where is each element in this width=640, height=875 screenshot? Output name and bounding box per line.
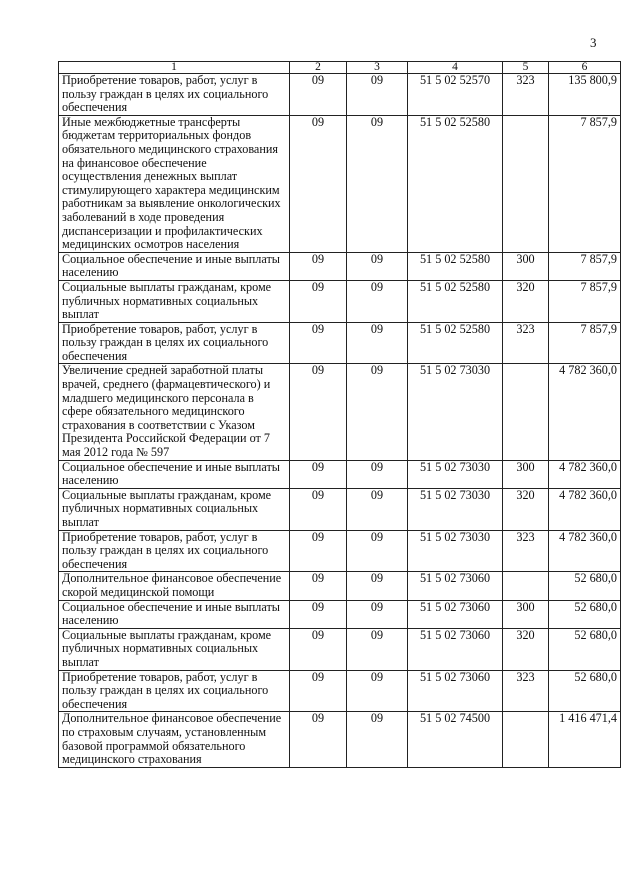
row-amount-cell: 52 680,0: [549, 600, 621, 628]
row-amount-cell: 7 857,9: [549, 280, 621, 322]
row-subsection-cell: 09: [347, 115, 408, 252]
table-row: [59, 115, 621, 252]
row-name-cell: Приобретение товаров, работ, услуг в пользу граждан в целях их социального обеспечения: [59, 74, 290, 116]
row-expense-type-cell: 320: [503, 280, 549, 322]
row-subsection-cell: 09: [347, 488, 408, 530]
row-expense-type-cell: [503, 572, 549, 600]
page-number: 3: [590, 35, 597, 50]
row-name-cell: Социальное обеспечение и иные выплаты населению: [59, 252, 290, 280]
row-section-cell: 09: [290, 115, 347, 252]
row-csr-cell: 51 5 02 52580: [408, 115, 503, 252]
row-section-cell: 09: [290, 74, 347, 116]
row-section-cell: 09: [290, 460, 347, 488]
row-name-cell: Приобретение товаров, работ, услуг в пользу граждан в целях их социального обеспечения: [59, 670, 290, 712]
table-row: [59, 712, 621, 767]
row-subsection-cell: 09: [347, 628, 408, 670]
row-csr-cell: 51 5 02 73030: [408, 530, 503, 572]
row-amount-cell: 4 782 360,0: [549, 460, 621, 488]
row-csr-cell: 51 5 02 52580: [408, 252, 503, 280]
row-section-cell: 09: [290, 280, 347, 322]
row-subsection-cell: 09: [347, 280, 408, 322]
row-csr-cell: 51 5 02 73030: [408, 488, 503, 530]
row-section-cell: 09: [290, 530, 347, 572]
column-header: 5: [503, 62, 549, 74]
row-subsection-cell: 09: [347, 670, 408, 712]
row-section-cell: 09: [290, 572, 347, 600]
row-amount-cell: 52 680,0: [549, 670, 621, 712]
table-row: [59, 572, 621, 600]
table-row: [59, 364, 621, 460]
table-row: [59, 460, 621, 488]
row-subsection-cell: 09: [347, 572, 408, 600]
table-row: [59, 74, 621, 116]
table-row: [59, 280, 621, 322]
table-row: [59, 322, 621, 364]
row-section-cell: 09: [290, 252, 347, 280]
row-name-cell: Социальные выплаты гражданам, кроме публичных нормативных социальных выплат: [59, 280, 290, 322]
row-expense-type-cell: 300: [503, 460, 549, 488]
row-subsection-cell: 09: [347, 460, 408, 488]
row-name-cell: Социальные выплаты гражданам, кроме публичных нормативных социальных выплат: [59, 488, 290, 530]
row-amount-cell: 52 680,0: [549, 628, 621, 670]
row-subsection-cell: 09: [347, 712, 408, 767]
row-csr-cell: 51 5 02 74500: [408, 712, 503, 767]
row-csr-cell: 51 5 02 73060: [408, 670, 503, 712]
row-name-cell: Дополнительное финансовое обеспечение скорой медицинской помощи: [59, 572, 290, 600]
budget-table: [58, 61, 621, 768]
column-header: 2: [290, 62, 347, 74]
row-section-cell: 09: [290, 712, 347, 767]
row-section-cell: 09: [290, 600, 347, 628]
row-name-cell: Социальное обеспечение и иные выплаты населению: [59, 460, 290, 488]
table-row: [59, 488, 621, 530]
row-expense-type-cell: 323: [503, 530, 549, 572]
row-amount-cell: 7 857,9: [549, 322, 621, 364]
row-name-cell: Увеличение средней заработной платы врачей, среднего (фармацевтического) и младшего медицинского персонала в сфере обязательного медицинского страхования в соответствии с Указом Президента Российской Федерации от 7 мая 2012 года № 597: [59, 364, 290, 460]
row-expense-type-cell: 323: [503, 322, 549, 364]
row-subsection-cell: 09: [347, 364, 408, 460]
row-amount-cell: 52 680,0: [549, 572, 621, 600]
row-csr-cell: 51 5 02 73060: [408, 600, 503, 628]
row-subsection-cell: 09: [347, 252, 408, 280]
table-row: [59, 530, 621, 572]
row-name-cell: Приобретение товаров, работ, услуг в пользу граждан в целях их социального обеспечения: [59, 530, 290, 572]
row-name-cell: Дополнительное финансовое обеспечение по страховым случаям, установленным базовой программой обязательного медицинского страхования: [59, 712, 290, 767]
row-name-cell: Социальное обеспечение и иные выплаты населению: [59, 600, 290, 628]
row-amount-cell: 135 800,9: [549, 74, 621, 116]
row-expense-type-cell: 320: [503, 628, 549, 670]
row-amount-cell: 7 857,9: [549, 252, 621, 280]
row-name-cell: Приобретение товаров, работ, услуг в пользу граждан в целях их социального обеспечения: [59, 322, 290, 364]
table-row: [59, 670, 621, 712]
row-name-cell: Иные межбюджетные трансферты бюджетам территориальных фондов обязательного медицинского страхования на финансовое обеспечение осуществления денежных выплат стимулирующего характера медицинским работникам за выявление онкологических заболеваний в ходе проведения диспансеризации и профилактических медицинских осмотров населения: [59, 115, 290, 252]
row-expense-type-cell: 300: [503, 252, 549, 280]
row-expense-type-cell: 323: [503, 74, 549, 116]
row-expense-type-cell: [503, 115, 549, 252]
row-expense-type-cell: [503, 364, 549, 460]
row-expense-type-cell: 320: [503, 488, 549, 530]
row-name-cell: Социальные выплаты гражданам, кроме публичных нормативных социальных выплат: [59, 628, 290, 670]
table-row: [59, 628, 621, 670]
row-csr-cell: 51 5 02 73030: [408, 364, 503, 460]
row-subsection-cell: 09: [347, 600, 408, 628]
row-section-cell: 09: [290, 322, 347, 364]
row-subsection-cell: 09: [347, 322, 408, 364]
row-section-cell: 09: [290, 364, 347, 460]
row-section-cell: 09: [290, 488, 347, 530]
row-csr-cell: 51 5 02 52580: [408, 280, 503, 322]
row-amount-cell: 1 416 471,4: [549, 712, 621, 767]
column-number-row: [59, 62, 621, 74]
row-section-cell: 09: [290, 670, 347, 712]
column-header: 4: [408, 62, 503, 74]
row-csr-cell: 51 5 02 73060: [408, 628, 503, 670]
row-csr-cell: 51 5 02 52570: [408, 74, 503, 116]
row-subsection-cell: 09: [347, 530, 408, 572]
column-header: 1: [59, 62, 290, 74]
row-expense-type-cell: 323: [503, 670, 549, 712]
row-csr-cell: 51 5 02 73030: [408, 460, 503, 488]
column-header: 3: [347, 62, 408, 74]
row-expense-type-cell: [503, 712, 549, 767]
row-amount-cell: 7 857,9: [549, 115, 621, 252]
row-section-cell: 09: [290, 628, 347, 670]
table-row: [59, 252, 621, 280]
row-subsection-cell: 09: [347, 74, 408, 116]
row-csr-cell: 51 5 02 52580: [408, 322, 503, 364]
row-amount-cell: 4 782 360,0: [549, 364, 621, 460]
table-row: [59, 600, 621, 628]
row-amount-cell: 4 782 360,0: [549, 530, 621, 572]
row-expense-type-cell: 300: [503, 600, 549, 628]
row-csr-cell: 51 5 02 73060: [408, 572, 503, 600]
row-amount-cell: 4 782 360,0: [549, 488, 621, 530]
column-header: 6: [549, 62, 621, 74]
